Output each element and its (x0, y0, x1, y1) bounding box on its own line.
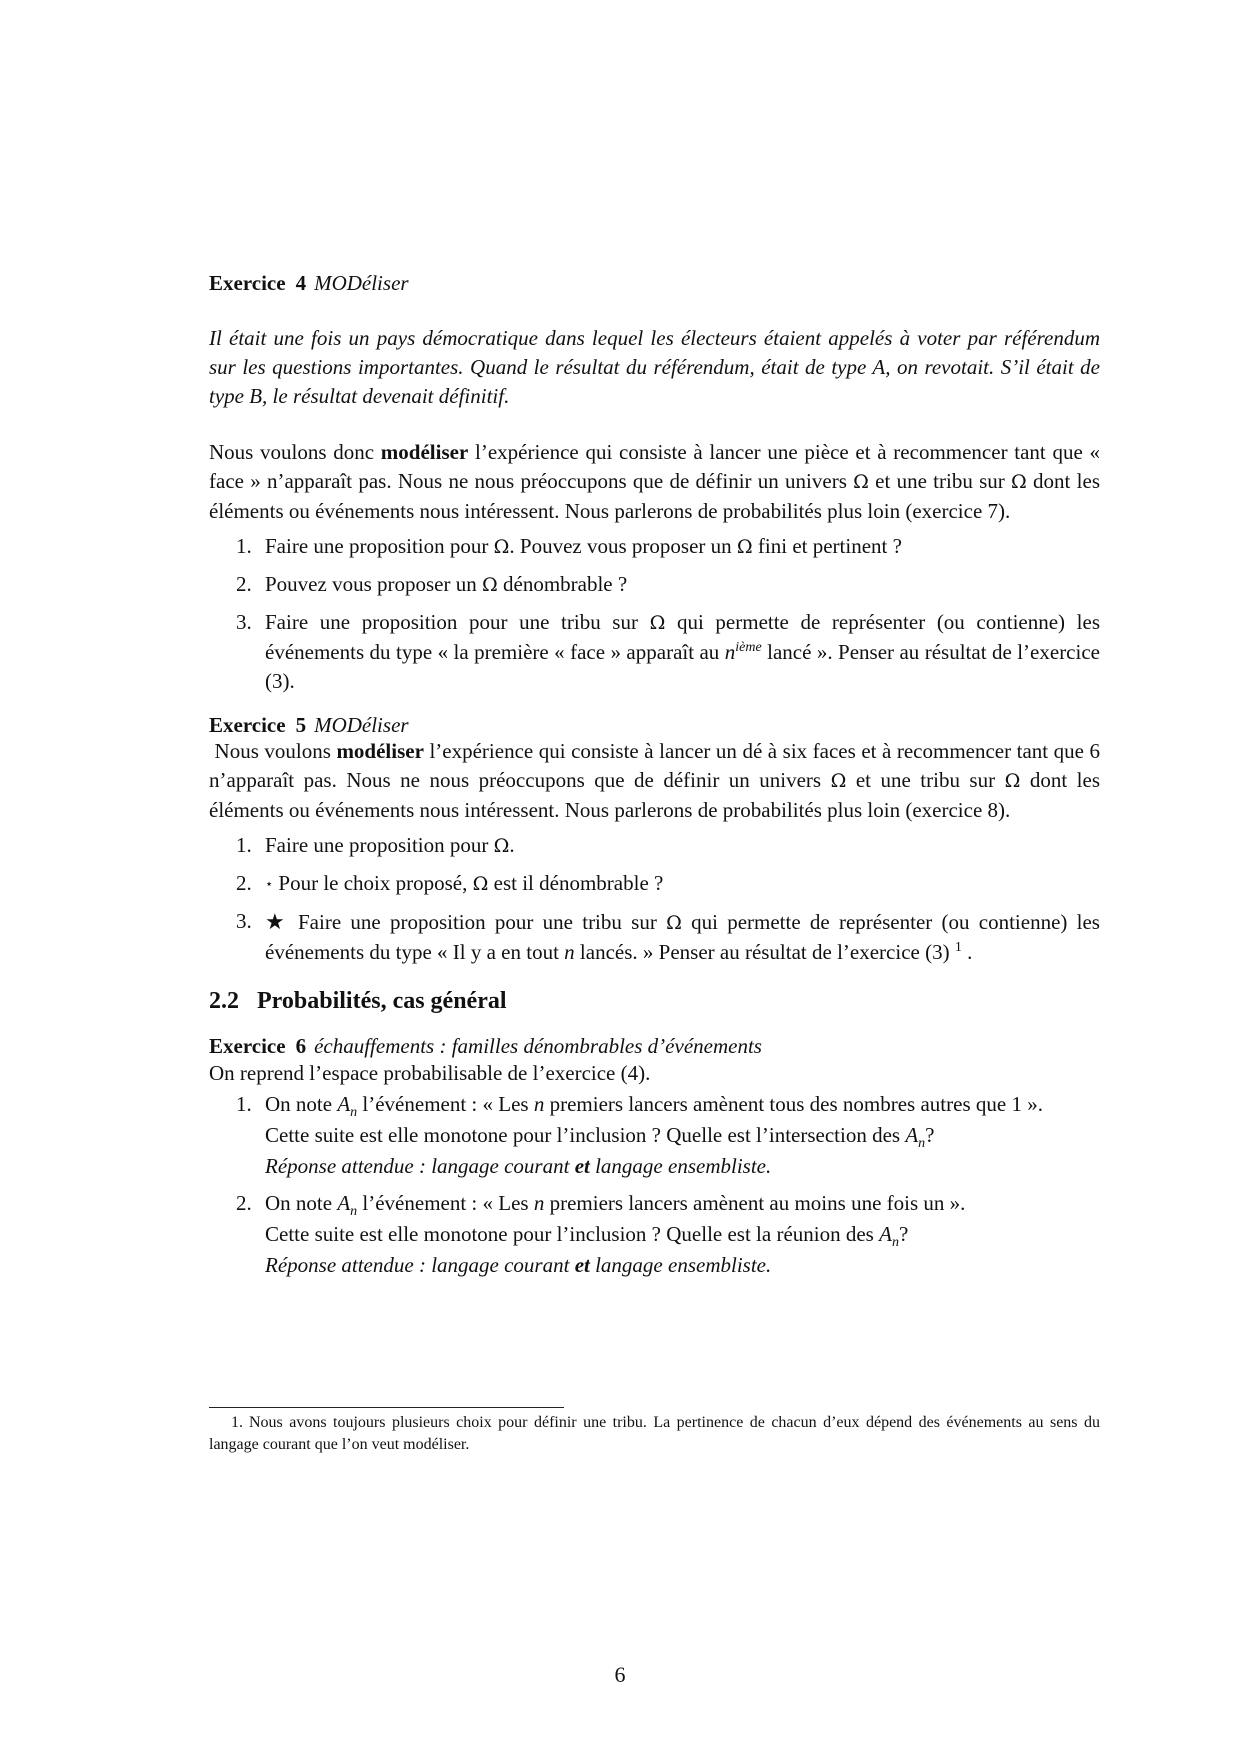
exercise-subtitle: échauffements : familles dénombrables d’événements (314, 1034, 762, 1058)
page-content (209, 268, 1100, 1288)
exercise-4-paragraph: Nous voulons donc modéliser l’expérience qui consiste à lancer une pièce et à recommencer tant que « face » n’apparaît pas. Nous ne nous préoccupons que de définir un univers Ω et une tribu sur Ω dont les éléments ou événements nous intéressent. Nous parlerons de probabilités plus loin (exercice 7). (209, 440, 1100, 523)
exercise-6-questions (209, 1090, 1100, 1280)
exercise-4-questions (209, 532, 1100, 696)
exercise-number: 6 (295, 1034, 307, 1058)
list-item: 1. Faire une proposition pour Ω. (236, 833, 515, 857)
page-number: 6 (614, 1662, 626, 1687)
exercise-number: 5 (295, 713, 307, 737)
exercise-label: Exercice (209, 271, 286, 295)
exercise-6-intro: On reprend l’espace probabilisable de l’exercice (4). (209, 1061, 651, 1085)
exercise-label: Exercice (209, 713, 286, 737)
section-heading: 2.2 Probabilités, cas général (209, 988, 507, 1014)
exercise-number: 4 (295, 271, 307, 295)
list-item: 2. On note $A_n$ l’événement : « Les n premiers lancers amènent au moins une fois un ». Cette suite est elle monotone pour l’inclusion ? Quelle est la réunion des $A_n$? Réponse attendue : langage courant et langage ensembliste. (236, 1191, 966, 1277)
footnote-marker: 1 (954, 940, 962, 955)
list-item: 2. ⋆ Pour le choix proposé, Ω est il dénombrable ? (236, 871, 664, 895)
exercise-label: Exercice (209, 1034, 286, 1058)
exercise-4-heading (209, 268, 1100, 298)
list-item: 1. Faire une proposition pour Ω. Pouvez vous proposer un Ω fini et pertinent ? (236, 534, 902, 558)
exercise-4-intro: Il était une fois un pays démocratique dans lequel les électeurs étaient appelés à voter par référendum sur les questions importantes. Quand le résultat du référendum, était de type A, on revotait. S’il était de type B, le résultat devenait définitif. (209, 326, 1100, 408)
list-item: 3. Faire une proposition pour une tribu sur Ω qui permette de représenter (ou contienne) les événements du type « la première « face » apparaît au $n^{ième}$ lancé ». Penser au résultat de l’exercice (3). (236, 610, 1100, 693)
list-item: 2. Pouvez vous proposer un Ω dénombrable ? (236, 572, 628, 596)
footnote: 1. Nous avons toujours plusieurs choix pour définir une tribu. La pertinence de chacun d’eux dépend des événements au sens du langage courant que l’on veut modéliser. (209, 1414, 1100, 1453)
list-item: 1. On note $A_n$ l’événement : « Les n premiers lancers amènent tous des nombres autres que 1 ». Cette suite est elle monotone pour l’inclusion ? Quelle est l’intersection des $A_n$? Réponse attendue : langage courant et langage ensembliste. (236, 1092, 1043, 1178)
exercise-6-heading (209, 1031, 1100, 1061)
exercise-subtitle: MODéliser (314, 271, 409, 295)
star-small-icon: ⋆ (265, 876, 274, 891)
exercise-5-paragraph: Nous voulons modéliser l’expérience qui consiste à lancer un dé à six faces et à recommencer tant que 6 n’apparaît pas. Nous ne nous préoccupons que de définir un univers Ω et une tribu sur Ω dont les éléments ou événements nous intéressent. Nous parlerons de probabilités plus loin (exercice 8). (209, 739, 1100, 822)
star-big-icon: ★ (265, 909, 289, 934)
exercise-subtitle: MODéliser (314, 713, 409, 737)
list-item: 3. ★ Faire une proposition pour une tribu sur Ω qui permette de représenter (ou contienne) les événements du type « Il y a en tout n lancés. » Penser au résultat de l’exercice (3) $^1$ . (236, 909, 1100, 964)
exercise-5-heading (209, 710, 1100, 740)
footnote-rule (209, 1407, 564, 1408)
exercise-5-questions (209, 831, 1100, 967)
